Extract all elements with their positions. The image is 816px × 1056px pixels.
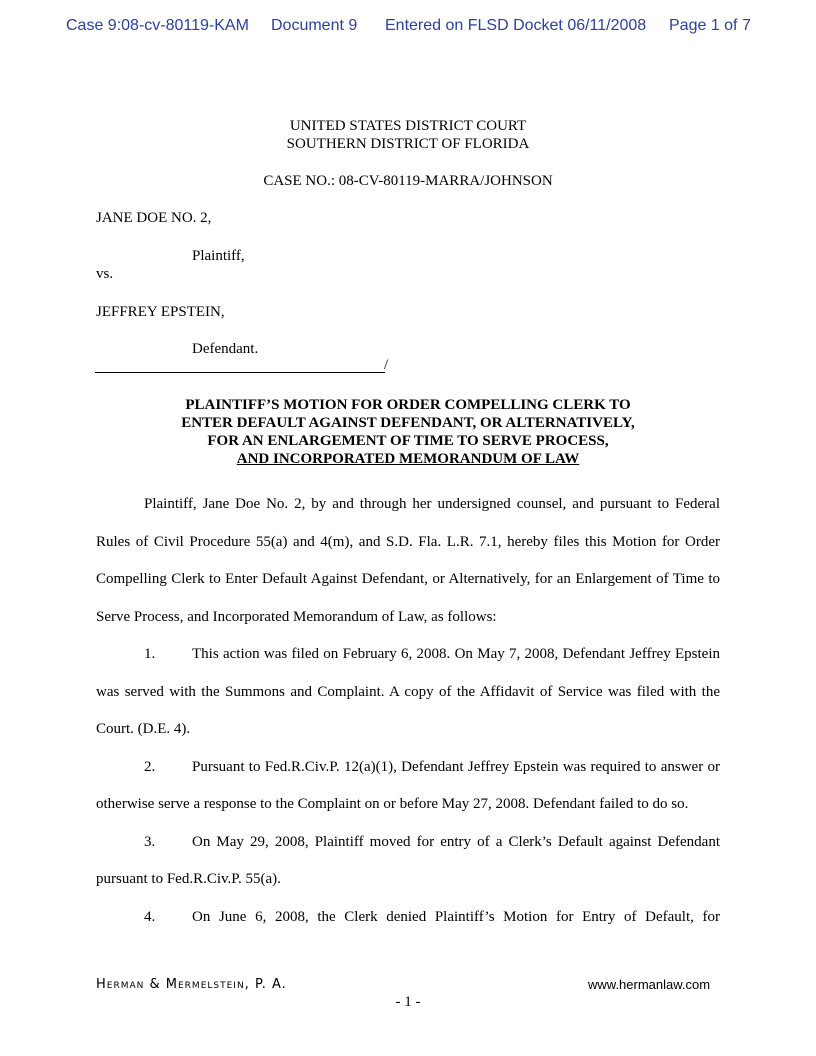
motion-body	[96, 486, 720, 936]
defendant-name: JEFFREY EPSTEIN,	[96, 304, 225, 320]
motion-title	[0, 396, 816, 468]
court-heading	[0, 117, 816, 153]
intro-paragraph: Plaintiff, Jane Doe No. 2, by and through her undersigned counsel, and pursuant to Federal Rules of Civil Procedure 55(a) and 4(m), and S.D. Fla. L.R. 7.1, hereby files this Motion for Order Compelling Clerk to Enter Default Against Defendant, or Alternatively, for an Enlargement of Time to Serve Process, and Incorporated Memorandum of Law, as follows:	[96, 496, 720, 625]
docket-entered-date: Entered on FLSD Docket 06/11/2008	[385, 17, 647, 34]
numbered-paragraph-2	[96, 749, 720, 824]
docket-document-number: Document 9	[271, 17, 358, 34]
title-line-2: ENTER DEFAULT AGAINST DEFENDANT, OR ALTERNATIVELY,	[181, 415, 635, 431]
numbered-paragraph-3	[96, 824, 720, 899]
paragraph-text: On May 29, 2008, Plaintiff moved for entry of a Clerk’s Default against Defendant pursuant to Fed.R.Civ.P. 55(a).	[96, 833, 720, 887]
numbered-paragraph-1	[96, 636, 720, 749]
case-number: CASE NO.: 08-CV-80119-MARRA/JOHNSON	[263, 173, 553, 189]
plaintiff-name: JANE DOE NO. 2,	[96, 210, 212, 226]
title-line-3: FOR AN ENLARGEMENT OF TIME TO SERVE PROCESS,	[207, 433, 609, 449]
paragraph-text: Pursuant to Fed.R.Civ.P. 12(a)(1), Defendant Jeffrey Epstein was required to answer or otherwise serve a response to the Complaint on or before May 27, 2008. Defendant failed to do so.	[96, 758, 720, 812]
paragraph-number: 3.	[144, 833, 156, 850]
page-number: - 1 -	[395, 994, 421, 1010]
defendant-role: Defendant.	[192, 341, 259, 357]
paragraph-text: This action was filed on February 6, 2008. On May 7, 2008, Defendant Jeffrey Epstein was served with the Summons and Complaint. A copy of the Affidavit of Service was filed with the Court. (D.E. 4).	[96, 646, 720, 737]
title-line-1: PLAINTIFF’S MOTION FOR ORDER COMPELLING CLERK TO	[185, 397, 631, 413]
court-district: SOUTHERN DISTRICT OF FLORIDA	[286, 136, 530, 152]
paragraph-number: 1.	[144, 646, 156, 662]
paragraph-number: 4.	[144, 908, 156, 925]
footer-firm-name: Herman & Mermelstein, P. A.	[96, 977, 287, 992]
caption-slash: /	[384, 357, 389, 373]
paragraph-text: On June 6, 2008, the Clerk denied Plaintiff’s Motion for Entry of Default, for	[192, 908, 720, 925]
plaintiff-role: Plaintiff,	[192, 248, 245, 264]
paragraph-number: 2.	[144, 758, 156, 775]
court-name: UNITED STATES DISTRICT COURT	[289, 118, 527, 134]
title-line-4: AND INCORPORATED MEMORANDUM OF LAW	[236, 451, 580, 467]
footer-website: www.hermanlaw.com	[588, 977, 711, 992]
numbered-paragraph-4	[96, 899, 720, 937]
caption-divider-line	[95, 372, 385, 373]
docket-page-count: Page 1 of 7	[669, 17, 751, 34]
docket-case-number: Case 9:08-cv-80119-KAM	[66, 17, 249, 34]
versus-label: vs.	[96, 266, 114, 282]
